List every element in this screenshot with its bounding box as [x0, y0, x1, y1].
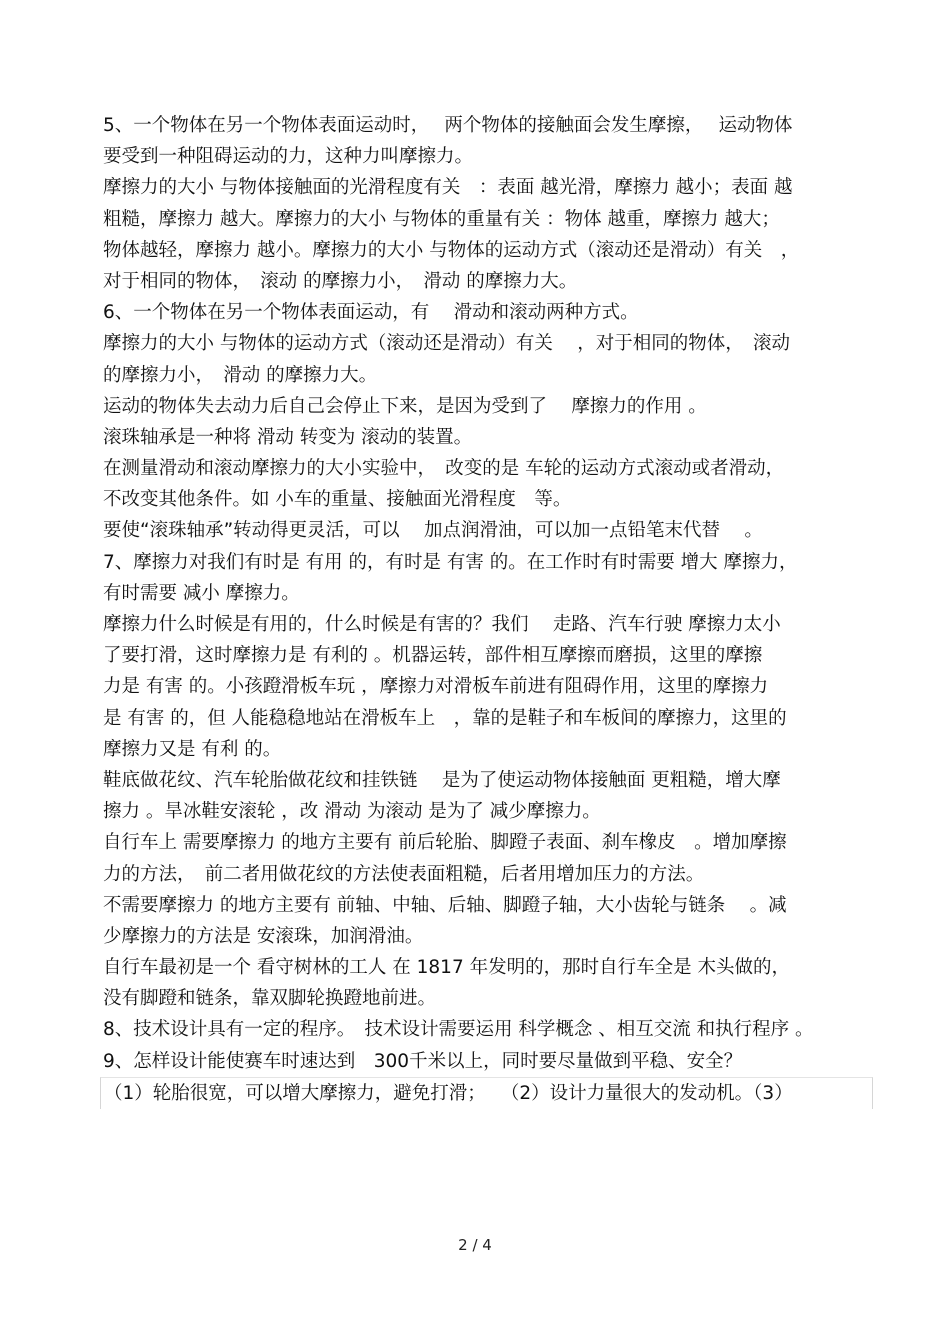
text-line: 对于相同的物体， 滚动 的摩擦力小， 滑动 的摩擦力大。	[103, 270, 578, 292]
text-line: 摩擦力的大小 与物体接触面的光滑程度有关 ：表面 越光滑，摩擦力 越小；表面 越	[103, 177, 793, 199]
text-line: 力的方法， 前二者用做花纹的方法使表面粗糙，后者用增加压力的方法。	[103, 863, 705, 885]
page-number: 2 / 4	[458, 1236, 492, 1254]
text-line: 要受到一种阻碍运动的力，这种力叫摩擦力。	[103, 146, 474, 168]
document-body	[103, 110, 871, 1109]
text-line: 鞋底做花纹、汽车轮胎做花纹和挂铁链 是为了使运动物体接触面 更粗糙，增大摩	[103, 769, 781, 791]
text-line: 了要打滑，这时摩擦力是 有利的 。机器运转，部件相互摩擦而磨损，这里的摩擦	[103, 645, 763, 667]
text-line: 是 有害 的，但 人能稳稳地站在滑板车上 ，靠的是鞋子和车板间的摩擦力，这里的	[103, 707, 787, 729]
text-line: 不改变其他条件。如 小车的重量、接触面光滑程度 等。	[103, 489, 572, 511]
text-line: 自行车最初是一个 看守树林的工人 在 1817 年发明的，那时自行车全是 木头做的，	[103, 957, 790, 979]
text-line: 要使“滚珠轴承”转动得更灵活，可以 加点润滑油，可以加一点铅笔末代替 。	[103, 520, 763, 542]
text-line: 运动的物体失去动力后自己会停止下来，是因为受到了 摩擦力的作用 。	[103, 395, 707, 417]
text-line: 摩擦力什么时候是有用的，什么时候是有害的？我们 走路、汽车行驶 摩擦力太小	[103, 614, 781, 635]
text-line: 摩擦力的大小 与物体的运动方式（滚动还是滑动）有关 ，对于相同的物体， 滚动	[103, 333, 791, 355]
text-line: 摩擦力又是 有利 的。	[103, 738, 282, 760]
text-line: 6、一个物体在另一个物体表面运动，有 滑动和滚动两种方式。	[103, 302, 639, 324]
text-line: 粗糙，摩擦力 越大。摩擦力的大小 与物体的重量有关 ：物体 越重，摩擦力 越大；	[103, 208, 780, 230]
text-line: 滚珠轴承是一种将 滑动 转变为 滚动的装置。	[103, 426, 473, 448]
text-line: 没有脚蹬和链条，靠双脚轮换蹬地前进。	[103, 988, 437, 1010]
text-line: 5、一个物体在另一个物体表面运动时， 两个物体的接触面会发生摩擦， 运动物体	[103, 115, 793, 136]
text-line: 7、摩擦力对我们有时是 有用 的，有时是 有害 的。在工作时有时需要 增大 摩擦力，	[103, 551, 798, 573]
text-line: 自行车上 需要摩擦力 的地方主要有 前后轮胎、脚蹬子表面、刹车橡皮 。增加摩擦	[103, 832, 787, 854]
text-line: 在测量滑动和滚动摩擦力的大小实验中， 改变的是 车轮的运动方式滚动或者滑动，	[103, 458, 785, 480]
text-line: 物体越轻，摩擦力 越小。摩擦力的大小 与物体的运动方式（滚动还是滑动）有关 ，	[103, 239, 800, 261]
text-line: 力是 有害 的。小孩蹬滑板车玩 ，摩擦力对滑板车前进有阻碍作用，这里的摩擦力	[103, 676, 769, 698]
text-line: 8、技术设计具有一定的程序。 技术设计需要运用 科学概念 、相互交流 和执行程序 。	[103, 1019, 814, 1041]
text-line: 9、怎样设计能使赛车时速达到 300千米以上，同时要尽量做到平稳、安全？	[103, 1050, 743, 1072]
text-line: 少摩擦力的方法是 安滚珠，加润滑油。	[103, 925, 424, 947]
text-line-boxed: （1）轮胎很宽，可以增大摩擦力，避免打滑； （2）设计力量很大的发动机。（3）	[100, 1077, 873, 1109]
text-line: 有时需要 减小 摩擦力。	[103, 582, 300, 604]
text-line: 擦力 。旱冰鞋安滚轮 ，改 滑动 为滚动 是为了 减少摩擦力。	[103, 801, 601, 823]
text-line: 不需要摩擦力 的地方主要有 前轴、中轴、后轴、脚蹬子轴，大小齿轮与链条 。减	[103, 894, 787, 916]
text-line: 的摩擦力小， 滑动 的摩擦力大。	[103, 364, 378, 386]
